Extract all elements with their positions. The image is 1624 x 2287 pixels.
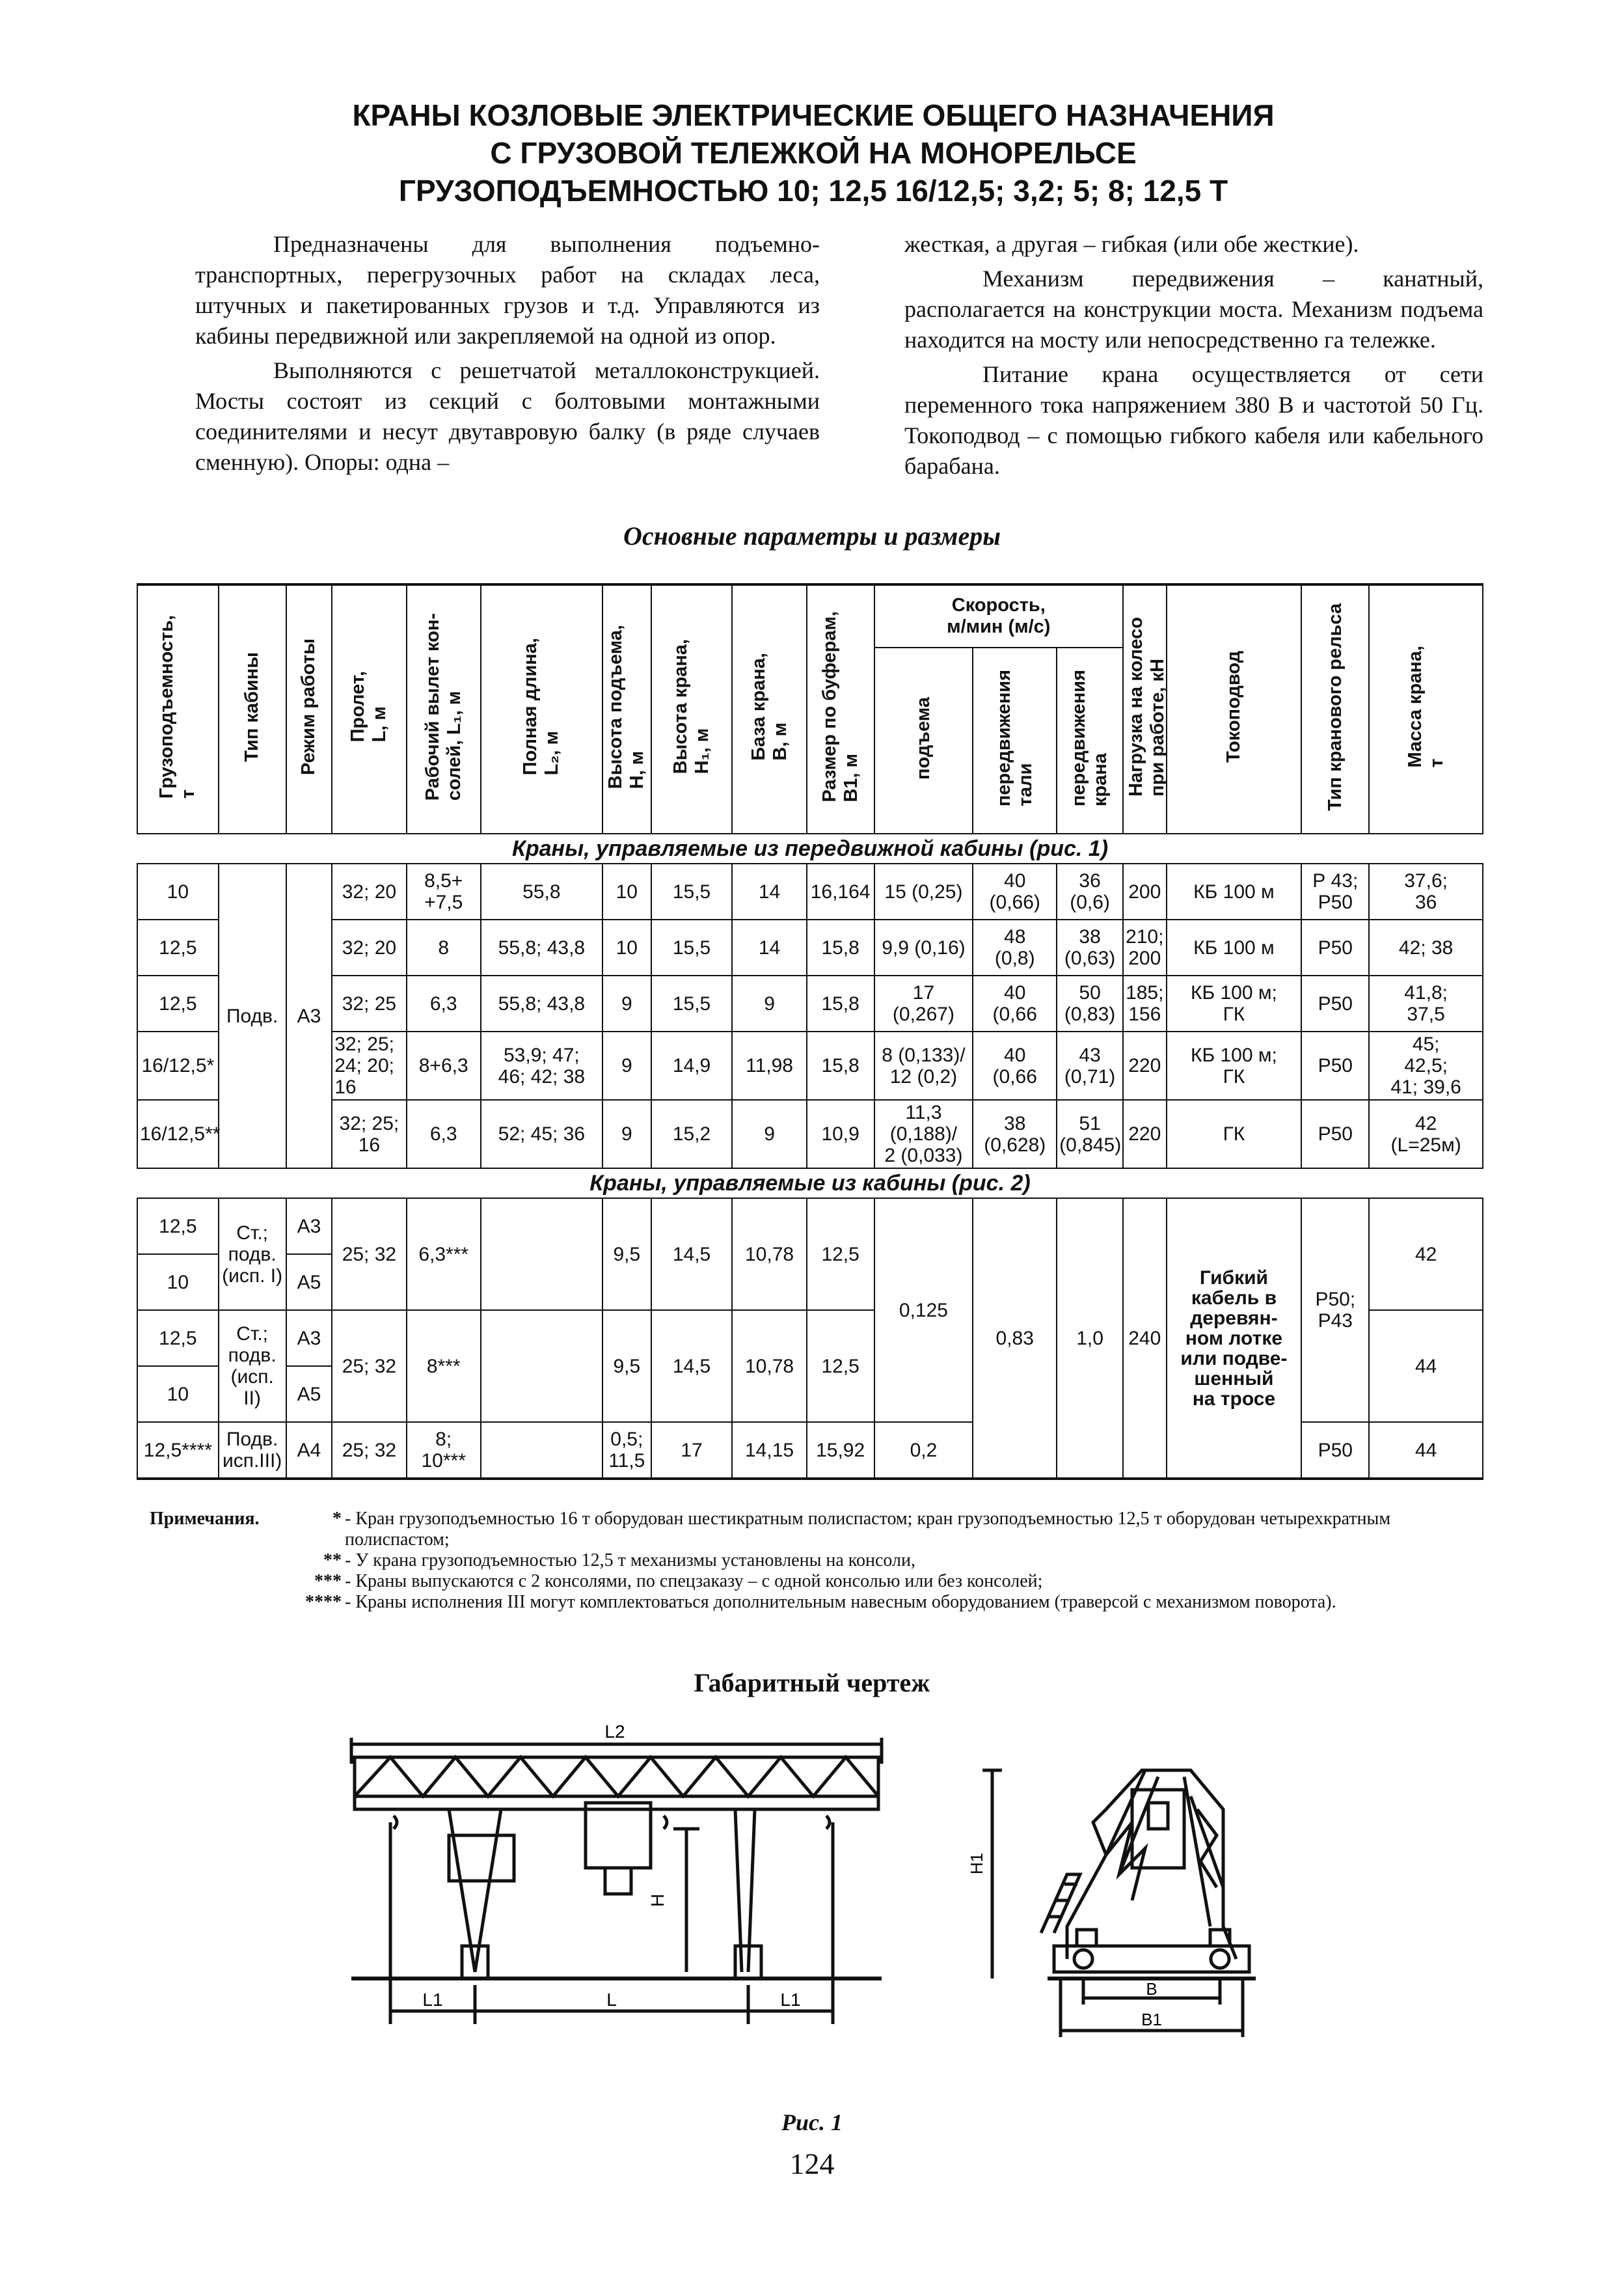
- label-l: L: [606, 1990, 617, 2010]
- header-power: Токоподвод: [1167, 584, 1302, 834]
- table-row: 12,5 32; 20 8 55,8; 43,8 10 15,5 14 15,8 9,9 (0,16) 48 (0,8) 38 (0,63) 210; 200 КБ 100 м Р50 42; 38: [137, 920, 1483, 976]
- header-mode: Режим работы: [286, 584, 332, 834]
- page-number: 124: [789, 2147, 835, 2180]
- notes-label: Примечания.: [150, 1509, 260, 1529]
- section-fixed-cabin: Краны, управляемые из кабины (рис. 2): [137, 1168, 1483, 1198]
- header-speed: Скорость, м/мин (м/с): [874, 584, 1123, 648]
- label-h: H: [647, 1893, 668, 1907]
- table-row: 12,5**** Подв. исп.III) А4 25; 32 8; 10*** 0,5; 11,5 17 14,15 15,92 0,2 Р50 44: [137, 1422, 1483, 1479]
- header-buffer: Размер по буферам, B1, м: [807, 584, 874, 834]
- intro-paragraph-4: Механизм передвижения – канатный, располагается на конструкции моста. Механизм подъема находится на мосту или непосредственно га тележке.: [904, 266, 1483, 353]
- table-row: 16/12,5* 32; 25; 24; 20; 16 8+6,3 53,9; 47; 46; 42; 38 9 14,9 11,98 15,8 8 (0,133)/ 12 (0,2) 40 (0,66 43 (0,71) 220 КБ 100 м; ГК Р50 45; 42,5; 41; 39,6: [137, 1032, 1483, 1100]
- header-lift: Высота подъема, H, м: [602, 584, 651, 834]
- table-row: 10 А5: [137, 1366, 1483, 1422]
- label-l1-left: L1: [422, 1990, 443, 2010]
- header-rail: Тип кранового рельса: [1301, 584, 1369, 834]
- table-row: 12,5 32; 25 6,3 55,8; 43,8 9 15,5 9 15,8 17 (0,267) 40 (0,66 50 (0,83) 185; 156 КБ 100 м; ГК Р50 41,8; 37,5: [137, 976, 1483, 1032]
- table-row: 16/12,5** 32; 25; 16 6,3 52; 45; 36 9 15,2 9 10,9 11,3 (0,188)/ 2 (0,033) 38 (0,628) 51 (0,845) 220 ГК Р50 42 (L=25м): [137, 1100, 1483, 1168]
- title-line-1: КРАНЫ КОЗЛОВЫЕ ЭЛЕКТРИЧЕСКИЕ ОБЩЕГО НАЗНАЧЕНИЯ: [352, 98, 1275, 132]
- intro-paragraph-2: Выполняются с решетчатой металлоконструкцией. Мосты состоят из секций с болтовыми монтажными соединителями и несут двутавровую балку (в ряде случаев сменную). Опоры: одна –: [195, 357, 820, 475]
- label-b: B: [1146, 1979, 1157, 1999]
- cabin-cell: Подв.: [219, 864, 286, 1168]
- mode-cell: А3: [286, 864, 332, 1168]
- header-speed-hoist: передвижения тали: [973, 648, 1057, 834]
- label-h1: H1: [967, 1852, 986, 1874]
- table-title: Основные параметры и размеры: [623, 521, 1001, 551]
- note-item: *** - Краны выпускаются с 2 консолями, по спецзаказу – с одной консолью или без консолей;: [314, 1571, 1043, 1591]
- header-outreach: Рабочий вылет кон- солей, L₁, м: [407, 584, 481, 834]
- note-item: ** - У крана грузоподъемностью 12,5 т механизмы установлены на консоли,: [323, 1550, 915, 1570]
- table-row: 10 Подв. А3 32; 20 8,5+ +7,5 55,8 10 15,5 14 16,164 15 (0,25) 40 (0,66) 36 (0,6) 200 КБ 100 м Р 43; Р50 37,6; 36: [137, 864, 1483, 920]
- header-height: Высота крана, H₁, м: [651, 584, 733, 834]
- drawing-title: Габаритный чертеж: [694, 1668, 930, 1697]
- note-item: **** - Краны исполнения III могут комплектоваться дополнительным навесным оборудованием (траверсой с механизмом поворота).: [305, 1592, 1336, 1612]
- label-l2: L2: [604, 1721, 625, 1742]
- header-capacity: Грузоподъемность, т: [137, 584, 219, 834]
- figure-caption: Рис. 1: [781, 2109, 843, 2135]
- table-row: 12,5 Ст.; подв. (исп. II) А3 25; 32 8*** 9,5 14,5 10,78 12,5 44: [137, 1310, 1483, 1366]
- header-mass: Масса крана, т: [1369, 584, 1483, 834]
- table-row: 12,5 Ст.; подв. (исп. I) А3 25; 32 6,3*** 9,5 14,5 10,78 12,5 0,125 0,83 1,0 240 Гибкий кабель в деревян- ном лотке или подве- шенный на тросе Р50; Р43 42: [137, 1198, 1483, 1254]
- label-b1: B1: [1141, 2010, 1162, 2029]
- table-row: 10 А5: [137, 1254, 1483, 1310]
- title-line-2: С ГРУЗОВОЙ ТЕЛЕЖКОЙ НА МОНОРЕЛЬСЕ: [490, 136, 1137, 170]
- header-length: Полная длина, L₂, м: [481, 584, 602, 834]
- header-speed-crane: передвижения крана: [1057, 648, 1123, 834]
- intro-paragraph-3: жесткая, а другая – гибкая (или обе жесткие).: [904, 231, 1359, 257]
- section-mobile-cabin: Краны, управляемые из передвижной кабины (рис. 1): [137, 834, 1483, 864]
- header-span: Пролет, L, м: [332, 584, 406, 834]
- header-cabin: Тип кабины: [219, 584, 286, 834]
- intro-paragraph-1: Предназначены для выполнения подъемно-транспортных, перегрузочных работ на складах леса, штучных и пакетированных грузов и т.д. Управляются из кабины передвижной или закрепляемой на одной из опор.: [195, 231, 820, 349]
- label-l1-right: L1: [780, 1990, 801, 2010]
- note-item: * - Кран грузоподъемностью 16 т оборудован шестикратным полиспастом; кран грузоподъемностью 12,5 т оборудован четырехкратным полиспастом;: [332, 1509, 1391, 1550]
- header-speed-lift: подъема: [874, 648, 973, 834]
- header-wheel-load: Нагрузка на колесо при работе, кН: [1123, 584, 1167, 834]
- title-line-3: ГРУЗОПОДЪЕМНОСТЬЮ 10; 12,5 16/12,5; 3,2; 5; 8; 12,5 Т: [398, 174, 1228, 208]
- intro-paragraph-5: Питание крана осуществляется от сети переменного тока напряжением 380 В и частотой 50 Гц. Токоподвод – с помощью гибкого кабеля или кабельного барабана.: [904, 361, 1483, 479]
- header-base: База крана, B, м: [732, 584, 806, 834]
